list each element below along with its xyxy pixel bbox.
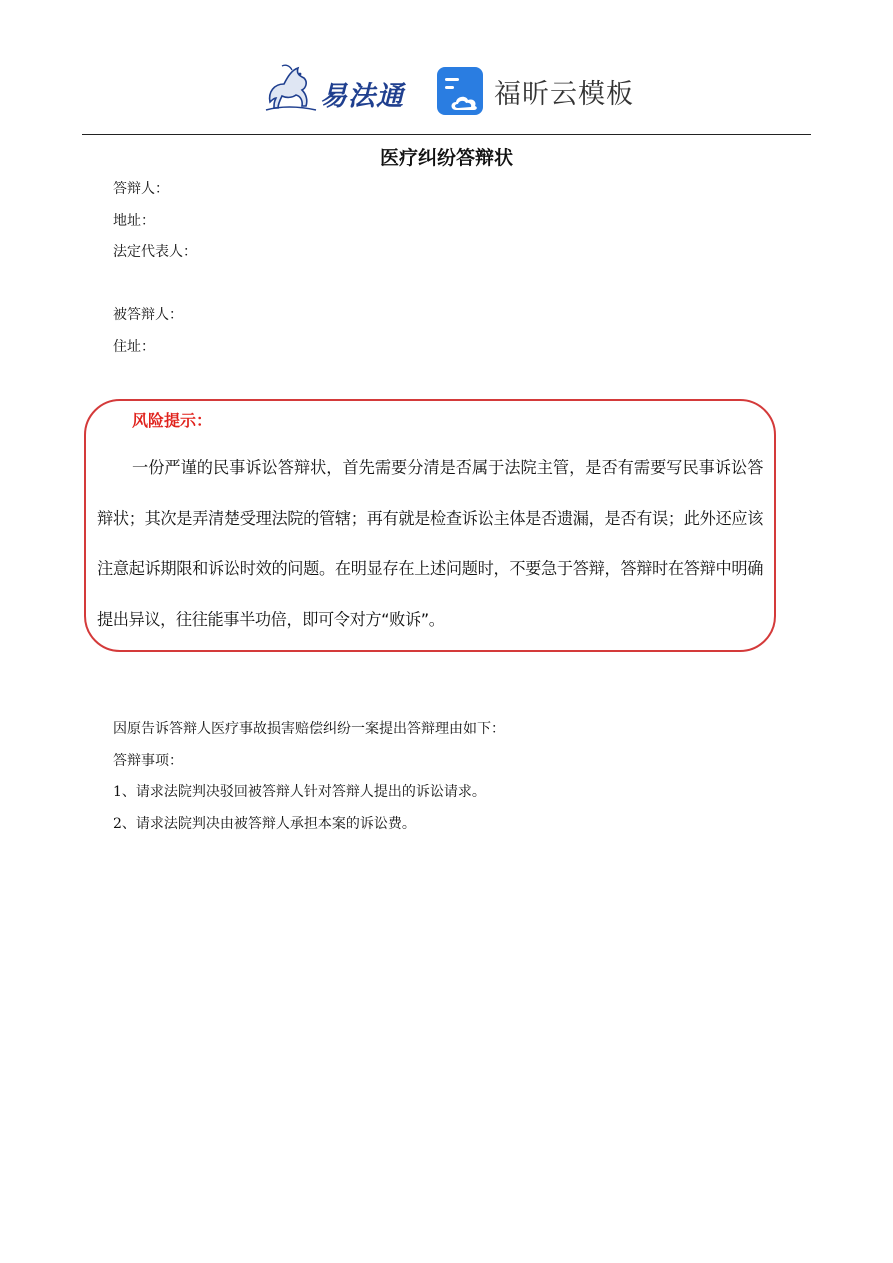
risk-notice-box (84, 399, 776, 652)
defendant-name-label: 被答辩人： (113, 307, 183, 323)
defense-item-2: 2、请求法院判决由被答辩人承担本案的诉讼费。 (113, 816, 416, 832)
respondent-name-label: 答辩人： (113, 181, 169, 197)
defendant-address-label: 住址： (113, 339, 155, 355)
foxit-cloud-template-logo (436, 66, 636, 118)
page-header (0, 56, 893, 126)
risk-notice-title: 风险提示： (132, 411, 213, 430)
foxit-logo-text: 福昕云模板 (494, 79, 634, 110)
respondent-address-label: 地址： (113, 213, 155, 229)
defense-items-heading: 答辩事项： (113, 753, 183, 769)
horse-emblem-icon (262, 62, 320, 118)
header-divider (82, 134, 811, 135)
defense-item-1: 1、请求法院判决驳回被答辩人针对答辩人提出的诉讼请求。 (113, 784, 486, 800)
risk-notice-body: 一份严谨的民事诉讼答辩状，首先需要分清是否属于法院主管，是否有需要写民事诉讼答辩状；其次是弄清楚受理法院的管辖；再有就是检查诉讼主体是否遗漏，是否有误；此外还应该注意起诉期限和诉讼时效的问题。在明显存在上述问题时，不要急于答辩，答辩时在答辩中明确提出异议，往往能事半功倍，即可令对方“败诉”。 (97, 458, 763, 629)
respondent-legal-rep-label: 法定代表人： (113, 244, 197, 260)
yifatong-logo (262, 62, 412, 118)
document-title: 医疗纠纷答辩状 (379, 147, 513, 169)
document-cloud-icon (436, 66, 486, 118)
yifatong-logo-text: 易法通 (320, 81, 404, 112)
defense-intro: 因原告诉答辩人医疗事故损害赔偿纠纷一案提出答辩理由如下： (113, 721, 505, 737)
